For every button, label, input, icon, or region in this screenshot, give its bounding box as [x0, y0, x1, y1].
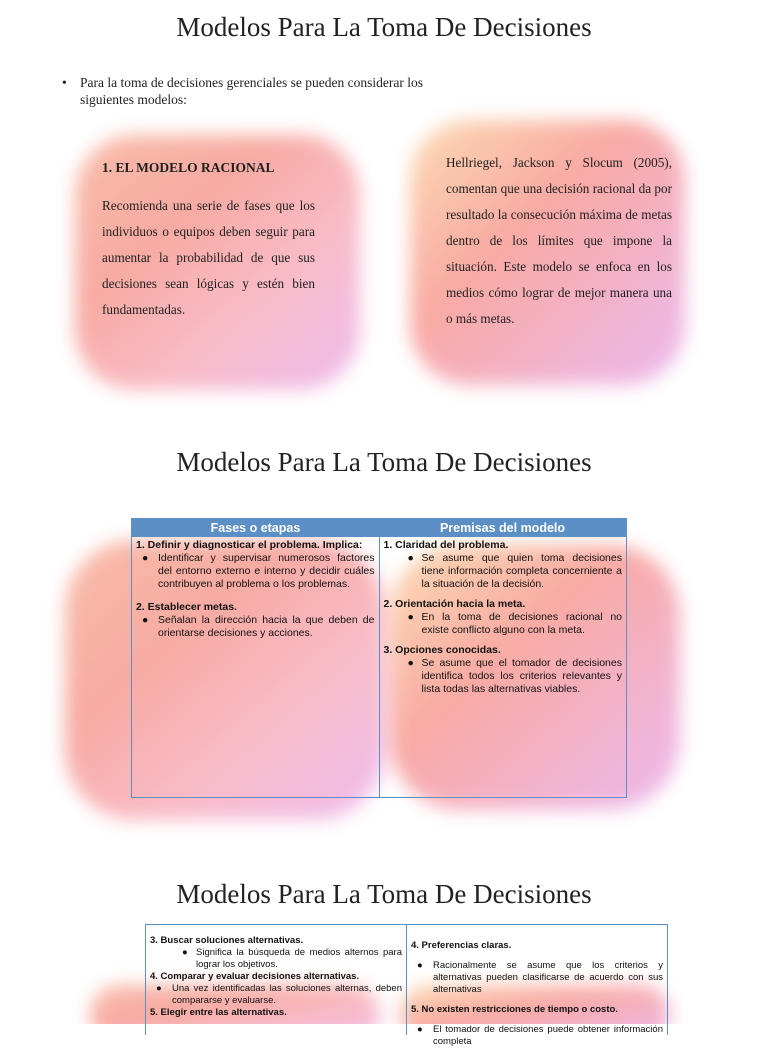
phases-premises-table — [131, 518, 627, 798]
phases-premises-table-continued — [145, 924, 668, 1047]
slide-2-title: Modelos Para La Toma De Decisiones — [176, 447, 592, 477]
list-item — [150, 983, 402, 1007]
list-item — [384, 657, 623, 696]
item-text: Se asume que el tomador de decisiones identifica todos los criterios relevantes y lista todas las alternativas viables. — [421, 657, 622, 695]
phases-column — [132, 537, 379, 797]
phases-column — [146, 925, 406, 1035]
slide-3-title: Modelos Para La Toma De Decisiones — [176, 879, 592, 909]
model-heading: 1. EL MODELO RACIONAL — [102, 160, 275, 175]
premise-heading: 3. Opciones conocidas. — [383, 644, 501, 656]
premise-heading: 4. Preferencias claras. — [411, 940, 512, 951]
table-header — [132, 519, 626, 537]
phase-heading: 4. Comparar y evaluar decisiones alternativas. — [150, 971, 360, 982]
premise-heading: 5. No existen restricciones de tiempo o costo. — [411, 1004, 618, 1015]
list-item — [384, 611, 623, 637]
bullet-icon: ● — [182, 947, 188, 958]
intro-text: Para la toma de decisiones gerenciales se pueden considerar los siguientes modelos: — [80, 75, 423, 107]
item-text: Identificar y supervisar numerosos factores del entorno externo e interno y decidir cuáles contribuyen al problema o los problemas. — [158, 552, 375, 590]
list-item — [411, 1024, 663, 1048]
premises-column — [379, 537, 627, 797]
item-text: Señalan la dirección hacia la que deben de orientarse decisiones y acciones. — [158, 614, 375, 639]
item-text: En la toma de decisiones racional no existe conflicto alguno con la meta. — [421, 611, 622, 636]
item-text: Una vez identificadas las soluciones alternas, deben compararse y evaluarse. — [172, 983, 402, 1006]
bullet-icon: ● — [407, 611, 414, 623]
phase-heading: 1. Definir y diagnosticar el problema. Implica: — [136, 539, 363, 551]
premise-heading: 1. Claridad del problema. — [383, 539, 509, 551]
item-text: Se asume que quien toma decisiones tiene información completa concerniente a la situación de la decisión. — [421, 552, 622, 590]
bullet-icon: ● — [156, 983, 162, 994]
intro-bullet — [62, 74, 442, 108]
phase-heading: 3. Buscar soluciones alternativas. — [150, 935, 304, 946]
bullet-icon: ● — [142, 614, 149, 626]
list-item — [136, 614, 375, 640]
item-text: Racionalmente se asume que los criterios y alternativas pueden clasificarse de acuerdo con sus alternativas — [433, 960, 663, 995]
bullet-icon: ● — [417, 960, 423, 971]
bullet-icon: ● — [142, 552, 149, 564]
list-item — [150, 947, 402, 971]
phase-heading: 2. Establecer metas. — [136, 601, 237, 613]
premises-column — [406, 925, 667, 1047]
header-premises: Premisas del modelo — [439, 521, 566, 535]
item-text: El tomador de decisiones puede obtener información completa — [433, 1024, 663, 1047]
bullet-icon: ● — [407, 552, 414, 564]
header-phases: Fases o etapas — [210, 521, 301, 535]
bullet-icon: • — [62, 75, 67, 90]
item-text: Significa la búsqueda de medios alternos para lograr los objetivos. — [196, 947, 402, 970]
bullet-icon: ● — [407, 657, 414, 669]
list-item — [384, 552, 623, 591]
list-item — [411, 960, 663, 996]
bullet-icon: ● — [417, 1024, 423, 1035]
phase-heading: 5. Elegir entre las alternativas. — [150, 1007, 287, 1018]
premise-heading: 2. Orientación hacia la meta. — [383, 598, 526, 610]
list-item — [136, 552, 375, 591]
citation-text: Hellriegel, Jackson y Slocum (2005), comentan que una decisión racional da por resultado la consecución máxima de metas dentro de los límites que impone la situación. Este modelo se enfoca en los medios cómo lograr de mejor manera una o más metas. — [446, 155, 672, 326]
model-description: Recomienda una serie de fases que los individuos o equipos deben seguir para aumentar la probabilidad de que sus decisiones sean lógicas y estén bien fundamentadas. — [102, 198, 315, 317]
slide-1-title: Modelos Para La Toma De Decisiones — [176, 12, 592, 42]
